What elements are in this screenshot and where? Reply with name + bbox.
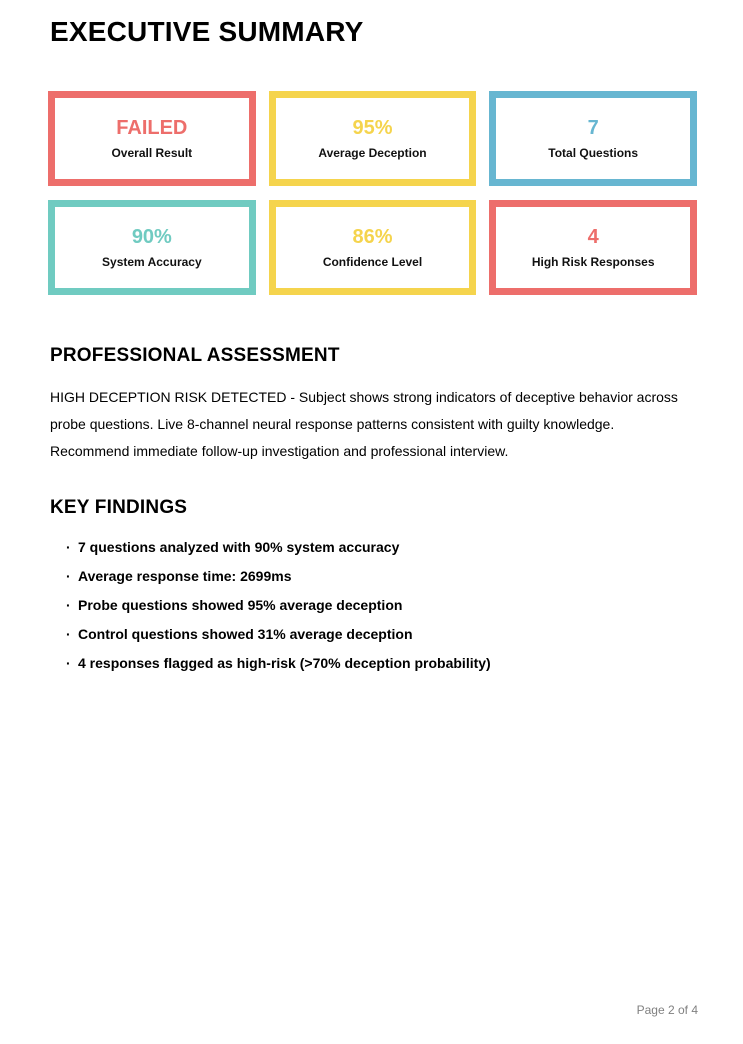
assessment-body-text: HIGH DECEPTION RISK DETECTED - Subject shows strong indicators of deceptive behavior across probe questions. Live 8-channel neural response patterns consistent with guilty knowledge. Recommend immediate follow-up investigation and professional interview. [50, 389, 678, 460]
finding-item: · Average response time: 2699ms [50, 569, 697, 583]
stat-value: 86% [352, 226, 393, 249]
page-number: Page 2 of 4 [636, 1003, 698, 1017]
stat-card-confidence-level [269, 200, 477, 295]
stat-card-overall-result [48, 91, 256, 186]
stat-value: 95% [352, 117, 393, 140]
stat-label: High Risk Responses [531, 255, 655, 270]
assessment-section-heading: PROFESSIONAL ASSESSMENT [50, 345, 340, 367]
stat-label: System Accuracy [102, 255, 202, 270]
findings-list [50, 540, 697, 670]
finding-item: · Control questions showed 31% average deception [50, 627, 697, 641]
stat-value: 7 [587, 117, 599, 140]
stat-card-average-deception [269, 91, 477, 186]
stat-card-system-accuracy [48, 200, 256, 295]
stat-label: Overall Result [111, 146, 193, 161]
stat-label: Confidence Level [322, 255, 423, 270]
finding-item: · Probe questions showed 95% average deception [50, 598, 697, 612]
finding-item: · 7 questions analyzed with 90% system accuracy [50, 540, 697, 554]
stat-card-total-questions [489, 91, 697, 186]
stat-value: FAILED [116, 117, 188, 140]
stat-value: 90% [131, 226, 172, 249]
page-title: EXECUTIVE SUMMARY [50, 16, 364, 47]
stat-value: 4 [587, 226, 599, 249]
stat-card-high-risk-responses [489, 200, 697, 295]
stat-label: Average Deception [318, 146, 427, 161]
stat-cards-grid [48, 91, 697, 295]
finding-item: · 4 responses flagged as high-risk (>70% deception probability) [50, 656, 697, 670]
stat-label: Total Questions [548, 146, 639, 161]
findings-section-heading: KEY FINDINGS [50, 497, 188, 519]
